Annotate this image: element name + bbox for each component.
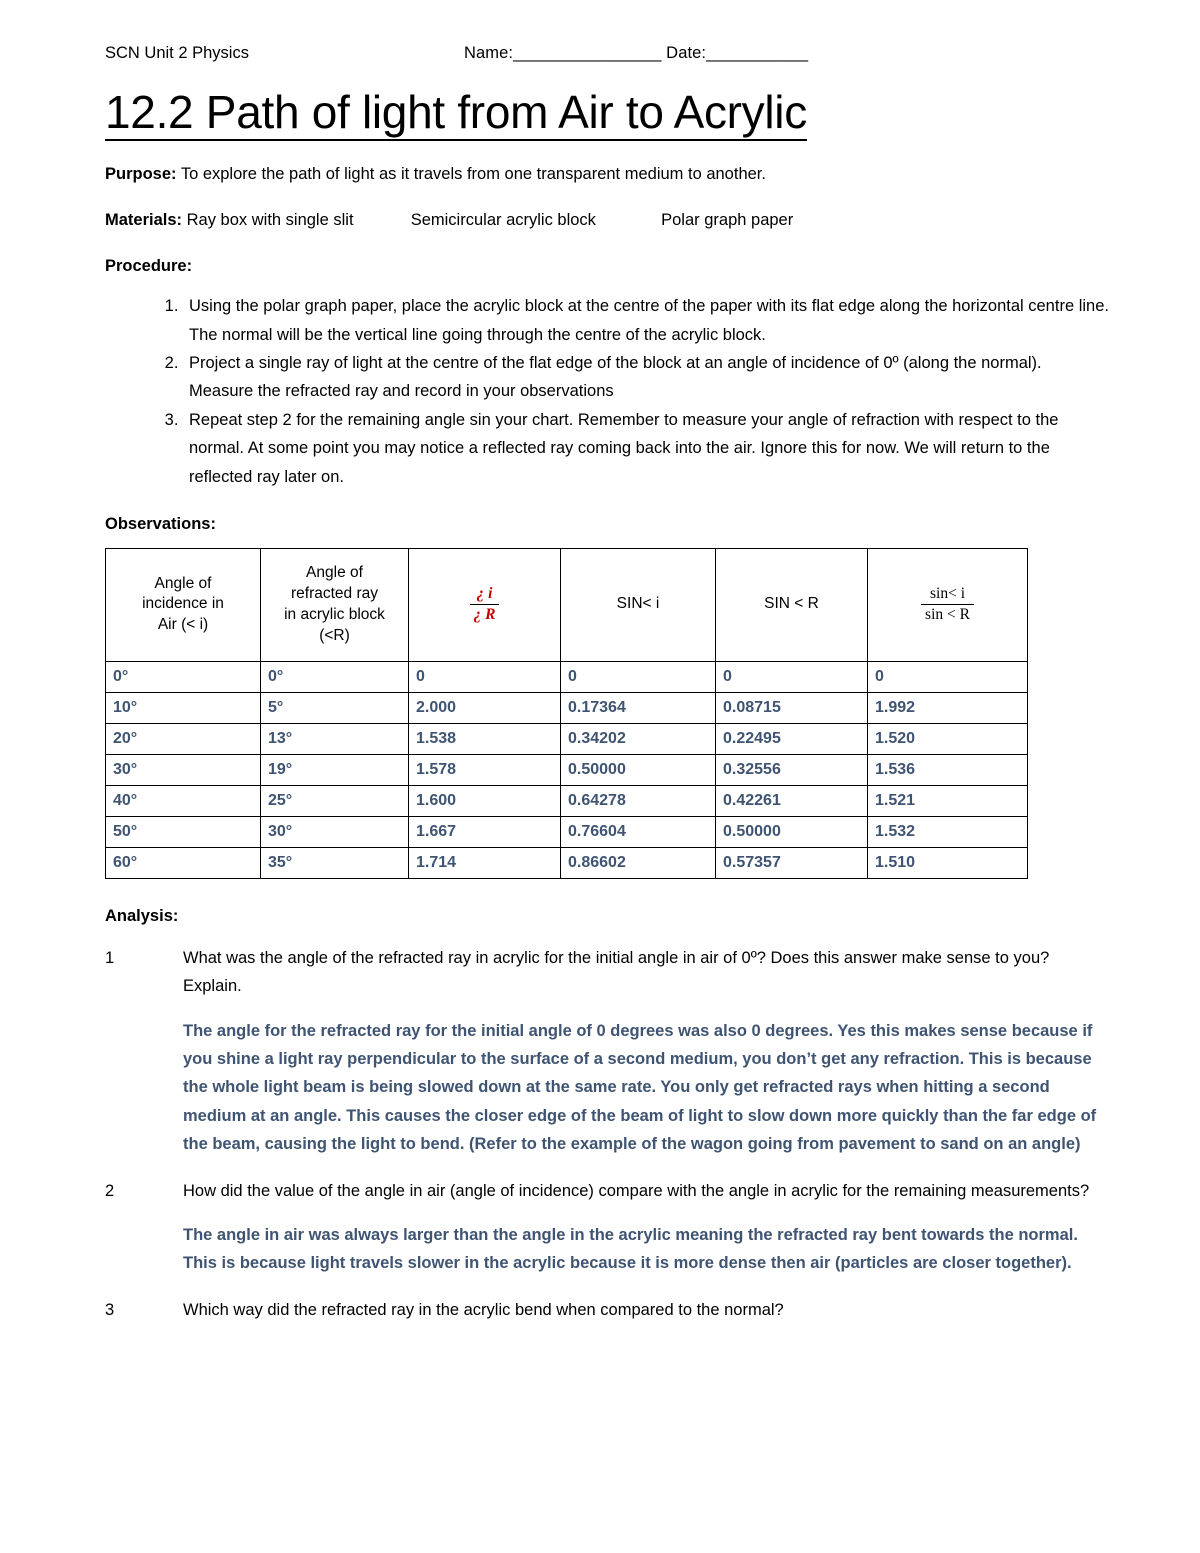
analysis-answer-1: The angle for the refracted ray for the initial angle of 0 degrees was also 0 degrees. Yes this makes sense because if you shine a light ray perpendicular to the surface of a second medium, you don’t get any refraction. This is because the whole light beam is being slowed down at the same rate. You only get refracted rays when hitting a second medium at an angle. This causes the closer edge of the beam of light to slow down more quickly than the far edge of the beam, causing the light to bend. (Refer to the example of the wagon going from pavement to sand on an angle) bbox=[183, 1021, 1097, 1154]
col-header-sin-i bbox=[561, 548, 716, 661]
cell-sin-ratio: 1.992 bbox=[868, 692, 1028, 723]
col-header-line: SIN< i bbox=[616, 595, 660, 613]
col-header-sin-r bbox=[716, 548, 868, 661]
cell-angle-ratio: 0 bbox=[409, 661, 561, 692]
analysis-label: Analysis: bbox=[105, 906, 179, 925]
col-header-line: in acrylic block bbox=[284, 605, 385, 623]
col-header-angle-refracted bbox=[261, 548, 409, 661]
cell-sin-r: 0.22495 bbox=[716, 723, 868, 754]
cell-sin-ratio: 1.510 bbox=[868, 847, 1028, 878]
cell-sin-r: 0 bbox=[716, 661, 868, 692]
cell-angle-incidence: 60° bbox=[106, 847, 261, 878]
fraction-angle-ratio bbox=[470, 585, 500, 626]
cell-angle-ratio: 1.600 bbox=[409, 785, 561, 816]
cell-angle-refracted: 25° bbox=[261, 785, 409, 816]
cell-sin-i: 0.76604 bbox=[561, 816, 716, 847]
course-label: SCN Unit 2 Physics bbox=[105, 44, 249, 62]
procedure-step: 1. Using the polar graph paper, place the acrylic block at the centre of the paper with its flat edge along the horizontal centre line. The normal will be the vertical line going through the centre of the acrylic block. bbox=[183, 292, 1110, 349]
procedure-label: Procedure: bbox=[105, 257, 193, 276]
cell-sin-r: 0.42261 bbox=[716, 785, 868, 816]
question-number: 1 bbox=[105, 948, 115, 967]
table-row bbox=[106, 754, 1028, 785]
materials-item-2: Semicircular acrylic block bbox=[410, 211, 596, 230]
name-date-field: Name:________________ Date:___________ bbox=[463, 44, 809, 62]
col-header-angle-ratio bbox=[409, 548, 561, 661]
cell-angle-ratio: 1.667 bbox=[409, 816, 561, 847]
document-header bbox=[105, 44, 1110, 64]
page-title-wrap bbox=[105, 64, 1110, 142]
question-number: 2 bbox=[105, 1181, 115, 1200]
cell-sin-i: 0.17364 bbox=[561, 692, 716, 723]
materials-item-3: Polar graph paper bbox=[661, 211, 794, 230]
cell-angle-incidence: 10° bbox=[106, 692, 261, 723]
col-header-line: (<R) bbox=[319, 626, 350, 644]
materials-item-1: Ray box with single slit bbox=[186, 211, 354, 230]
fraction-denominator: sin < R bbox=[925, 606, 970, 624]
table-row bbox=[106, 847, 1028, 878]
cell-angle-refracted: 30° bbox=[261, 816, 409, 847]
table-body bbox=[106, 661, 1028, 878]
cell-sin-r: 0.08715 bbox=[716, 692, 868, 723]
table-row bbox=[106, 785, 1028, 816]
procedure-list bbox=[105, 292, 1110, 491]
cell-sin-ratio: 0 bbox=[868, 661, 1028, 692]
cell-angle-refracted: 0° bbox=[261, 661, 409, 692]
cell-angle-refracted: 19° bbox=[261, 754, 409, 785]
cell-sin-r: 0.57357 bbox=[716, 847, 868, 878]
purpose-text: To explore the path of light as it travels from one transparent medium to another. bbox=[180, 165, 766, 184]
fraction-numerator: sin< i bbox=[921, 585, 974, 606]
col-header-line: SIN < R bbox=[764, 595, 819, 613]
cell-angle-ratio: 2.000 bbox=[409, 692, 561, 723]
fraction-denominator: ¿ R bbox=[473, 606, 496, 624]
materials-label: Materials: bbox=[105, 211, 183, 230]
analysis-answer-2: The angle in air was always larger than the angle in the acrylic meaning the refracted ray bent towards the normal. This is because light travels slower in the acrylic because it is more dense then air (particles are closer together). bbox=[183, 1225, 1078, 1273]
cell-sin-r: 0.50000 bbox=[716, 816, 868, 847]
observations-table bbox=[105, 548, 1028, 879]
procedure-step: 3. Repeat step 2 for the remaining angle sin your chart. Remember to measure your angle of refraction with respect to the normal. At some point you may notice a reflected ray coming back into the air. Ignore this for now. We will return to the reflected ray later on. bbox=[183, 406, 1110, 491]
cell-angle-ratio: 1.714 bbox=[409, 847, 561, 878]
purpose-block bbox=[105, 163, 1110, 187]
analysis-question-2 bbox=[105, 1177, 1110, 1205]
cell-sin-i: 0.86602 bbox=[561, 847, 716, 878]
cell-angle-refracted: 13° bbox=[261, 723, 409, 754]
table-header bbox=[106, 548, 1028, 661]
col-header-line: refracted ray bbox=[290, 585, 378, 603]
cell-sin-ratio: 1.521 bbox=[868, 785, 1028, 816]
col-header-line: Angle of bbox=[306, 564, 363, 582]
cell-sin-ratio: 1.520 bbox=[868, 723, 1028, 754]
col-header-line: incidence in bbox=[142, 595, 224, 613]
materials-block bbox=[105, 209, 1110, 233]
cell-angle-incidence: 0° bbox=[106, 661, 261, 692]
observations-label: Observations: bbox=[105, 514, 216, 533]
cell-sin-r: 0.32556 bbox=[716, 754, 868, 785]
analysis-question-3 bbox=[105, 1296, 1110, 1324]
table-row bbox=[106, 661, 1028, 692]
purpose-label: Purpose: bbox=[105, 165, 177, 184]
page-title: 12.2 Path of light from Air to Acrylic bbox=[105, 88, 807, 142]
cell-sin-i: 0.34202 bbox=[561, 723, 716, 754]
question-text: What was the angle of the refracted ray in acrylic for the initial angle in air of 0º? Does this answer make sense to you? Explain. bbox=[183, 948, 1050, 996]
table-row bbox=[106, 816, 1028, 847]
col-header-sin-ratio bbox=[868, 548, 1028, 661]
col-header-line: Angle of bbox=[154, 574, 212, 592]
cell-angle-incidence: 40° bbox=[106, 785, 261, 816]
cell-angle-incidence: 20° bbox=[106, 723, 261, 754]
col-header-angle-incidence bbox=[106, 548, 261, 661]
cell-sin-ratio: 1.532 bbox=[868, 816, 1028, 847]
cell-angle-ratio: 1.578 bbox=[409, 754, 561, 785]
cell-angle-refracted: 35° bbox=[261, 847, 409, 878]
question-number: 3 bbox=[105, 1300, 115, 1319]
analysis-question-1 bbox=[105, 944, 1110, 1001]
col-header-line: Air (< i) bbox=[157, 616, 209, 634]
cell-angle-ratio: 1.538 bbox=[409, 723, 561, 754]
question-text: How did the value of the angle in air (angle of incidence) compare with the angle in acrylic for the remaining measurements? bbox=[183, 1181, 1090, 1200]
cell-sin-i: 0 bbox=[561, 661, 716, 692]
fraction-sin-ratio bbox=[921, 585, 974, 626]
procedure-step: 2. Project a single ray of light at the centre of the flat edge of the block at an angle of incidence of 0º (along the normal). Measure the refracted ray and record in your observations bbox=[183, 349, 1110, 406]
fraction-numerator: ¿ i bbox=[470, 585, 500, 606]
table-row bbox=[106, 692, 1028, 723]
cell-sin-ratio: 1.536 bbox=[868, 754, 1028, 785]
table-row bbox=[106, 723, 1028, 754]
cell-sin-i: 0.64278 bbox=[561, 785, 716, 816]
cell-angle-refracted: 5° bbox=[261, 692, 409, 723]
cell-angle-incidence: 50° bbox=[106, 816, 261, 847]
cell-angle-incidence: 30° bbox=[106, 754, 261, 785]
question-text: Which way did the refracted ray in the acrylic bend when compared to the normal? bbox=[183, 1300, 784, 1319]
table-header-row bbox=[106, 548, 1028, 661]
cell-sin-i: 0.50000 bbox=[561, 754, 716, 785]
